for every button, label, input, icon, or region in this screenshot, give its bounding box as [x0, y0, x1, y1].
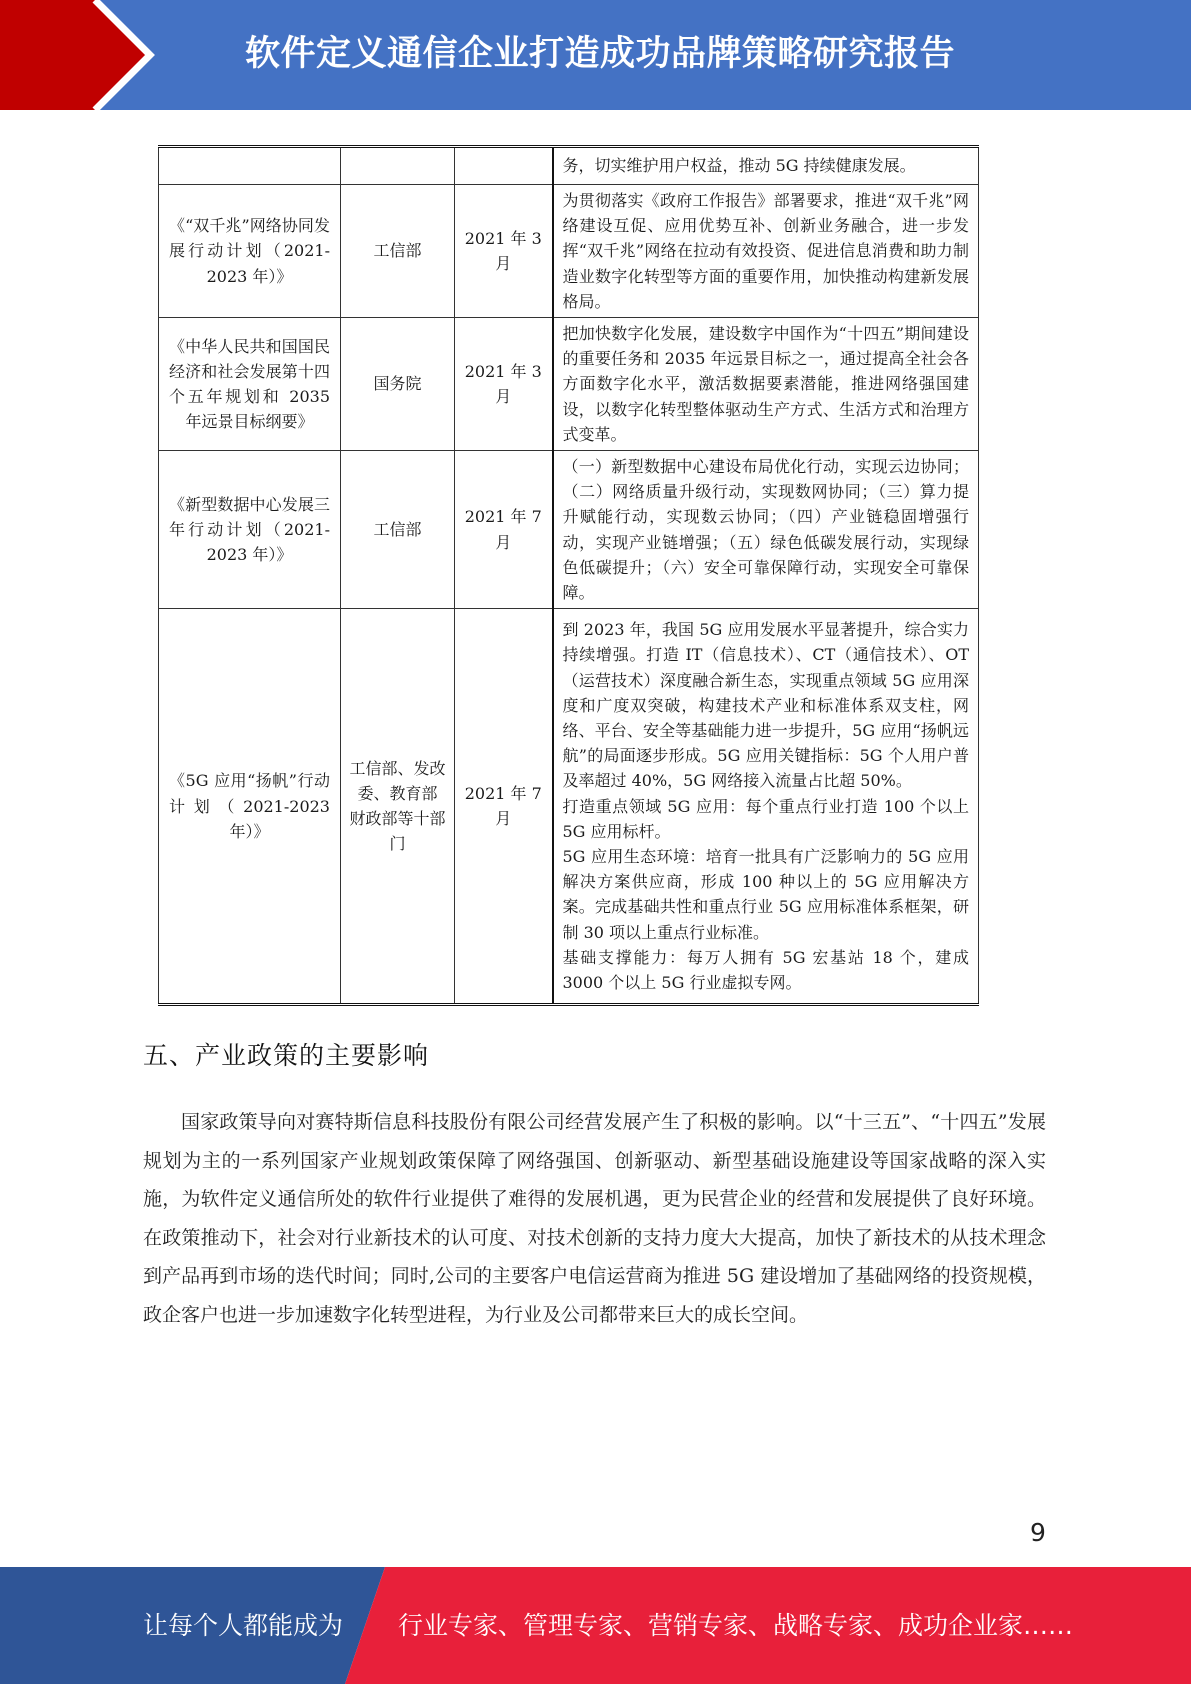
date-cell-text: 2021 年 7 月 [464, 507, 542, 552]
department-cell [341, 185, 455, 318]
department-cell-text: 工信部 [373, 520, 422, 540]
policy-name-cell [159, 185, 341, 318]
department-cell-text: 工信部 [373, 241, 422, 261]
content-cell-text: 为贯彻落实《政府工作报告》部署要求，推进“双千兆”网络建设互促、应用优势互补、创新业务融合，进一步发挥“双千兆”网络在拉动有效投资、促进信息消费和助力制造业数字化转型等方面的重要作用，加快推动构建新发展格局。 [562, 191, 969, 311]
department-cell [341, 609, 455, 1005]
department-cell [341, 451, 455, 609]
body-paragraph: 国家政策导向对赛特斯信息科技股份有限公司经营发展产生了积极的影响。以“十三五”、“十四五”发展规划为主的一系列国家产业规划政策保障了网络强国、创新驱动、新型基础设施建设等国家战略的深入实施，为软件定义通信所处的软件行业提供了难得的发展机遇，更为民营企业的经营和发展提供了良好环境。在政策推动下，社会对行业新技术的认可度、对技术创新的支持力度大大提高，加快了新技术的从技术理念到产品再到市场的迭代时间；同时,公司的主要客户电信运营商为推进 5G 建设增加了基础网络的投资规模，政企客户也进一步加速数字化转型进程，为行业及公司都带来巨大的成长空间。 [143, 1111, 1046, 1326]
policy-name-cell [159, 609, 341, 1005]
table-row [159, 609, 979, 1005]
content-cell [553, 318, 979, 451]
department-cell [341, 147, 455, 185]
department-cell [341, 318, 455, 451]
content-cell-text: 5G 应用生态环境：培育一批具有广泛影响力的 5G 应用解决方案供应商，形成 100 种以上的 5G 应用解决方案。完成基础共性和重点行业 5G 应用标准体系框架，研制 30 项以上重点行业标准。 [562, 847, 969, 942]
date-cell [455, 318, 553, 451]
footer-slogan-right: 行业专家、管理专家、营销专家、战略专家、成功企业家…… [398, 1611, 1074, 1640]
footer-banner [0, 1567, 1191, 1684]
date-cell-text: 2021 年 7 月 [464, 784, 542, 829]
policy-name-cell [159, 318, 341, 451]
content-cell [553, 185, 979, 318]
policy-table-body [159, 147, 979, 1005]
content-cell-text: 打造重点领域 5G 应用：每个重点行业打造 100 个以上 5G 应用标杆。 [562, 796, 969, 841]
arrow-chevron-icon [0, 0, 160, 110]
table-row [159, 451, 979, 609]
policy-name-cell-text: 《“双千兆”网络协同发展行动计划（2021-2023 年）》 [169, 216, 330, 286]
policy-name-cell [159, 147, 341, 185]
table-row [159, 147, 979, 185]
policy-name-cell-text: 《5G 应用“扬帆”行动计划（2021-2023 年）》 [169, 771, 330, 841]
table-row [159, 318, 979, 451]
date-cell [455, 147, 553, 185]
page-number: 9 [1030, 1518, 1046, 1547]
policy-table [158, 145, 979, 1006]
department-cell-text: 工信部、发改委、教育部 财政部等十部门 [349, 758, 446, 854]
content-cell-text: 到 2023 年，我国 5G 应用发展水平显著提升，综合实力持续增强。打造 IT（信息技术）、CT（通信技术）、OT（运营技术）深度融合新生态，实现重点领域 5G 应用深度和广度双突破，构建技术产业和标准体系双支柱，网络、平台、安全等基础能力进一步提升，5G 应用“扬帆远航”的局面逐步形成。5G 应用关键指标：5G 个人用户普及率超过 40%，5G 网络接入流量占比超 50%。 [562, 620, 969, 791]
date-cell [455, 451, 553, 609]
content-cell-text: （一）新型数据中心建设布局优化行动，实现云边协同；（二）网络质量升级行动，实现数网协同；（三）算力提升赋能行动，实现数云协同；（四）产业链稳固增强行动，实现产业链增强；（五）绿色低碳发展行动，实现绿色低碳提升；（六）安全可靠保障行动，实现安全可靠保障。 [562, 457, 969, 603]
content-cell [553, 609, 979, 1005]
table-row [159, 185, 979, 318]
report-title: 软件定义通信企业打造成功品牌策略研究报告 [245, 34, 956, 74]
policy-name-cell [159, 451, 341, 609]
footer-slogan-left: 让每个人都能成为 [143, 1611, 344, 1640]
content-cell-text: 把加快数字化发展，建设数字中国作为“十四五”期间建设的重要任务和 2035 年远景目标之一，通过提高全社会各方面数字化水平，激活数据要素潜能，推进网络强国建设，以数字化转型整体驱动生产方式、生活方式和治理方式变革。 [562, 324, 969, 444]
date-cell [455, 185, 553, 318]
content-cell-text: 基础支撑能力：每万人拥有 5G 宏基站 18 个，建成 3000 个以上 5G 行业虚拟专网。 [562, 947, 969, 993]
header-banner [0, 0, 1191, 110]
policy-name-cell-text: 《中华人民共和国国民经济和社会发展第十四个五年规划和 2035 年远景目标纲要》 [169, 336, 330, 432]
date-cell-text: 2021 年 3 月 [464, 228, 542, 273]
date-cell [455, 609, 553, 1005]
date-cell-text: 2021 年 3 月 [464, 361, 542, 407]
content-cell-text: 务，切实维护用户权益，推动 5G 持续健康发展。 [562, 156, 916, 176]
section-heading: 五、产业政策的主要影响 [143, 1041, 430, 1070]
department-cell-text: 国务院 [373, 374, 422, 394]
content-cell [553, 451, 979, 609]
policy-name-cell-text: 《新型数据中心发展三年行动计划（2021-2023 年）》 [169, 494, 330, 565]
content-cell [553, 147, 979, 185]
